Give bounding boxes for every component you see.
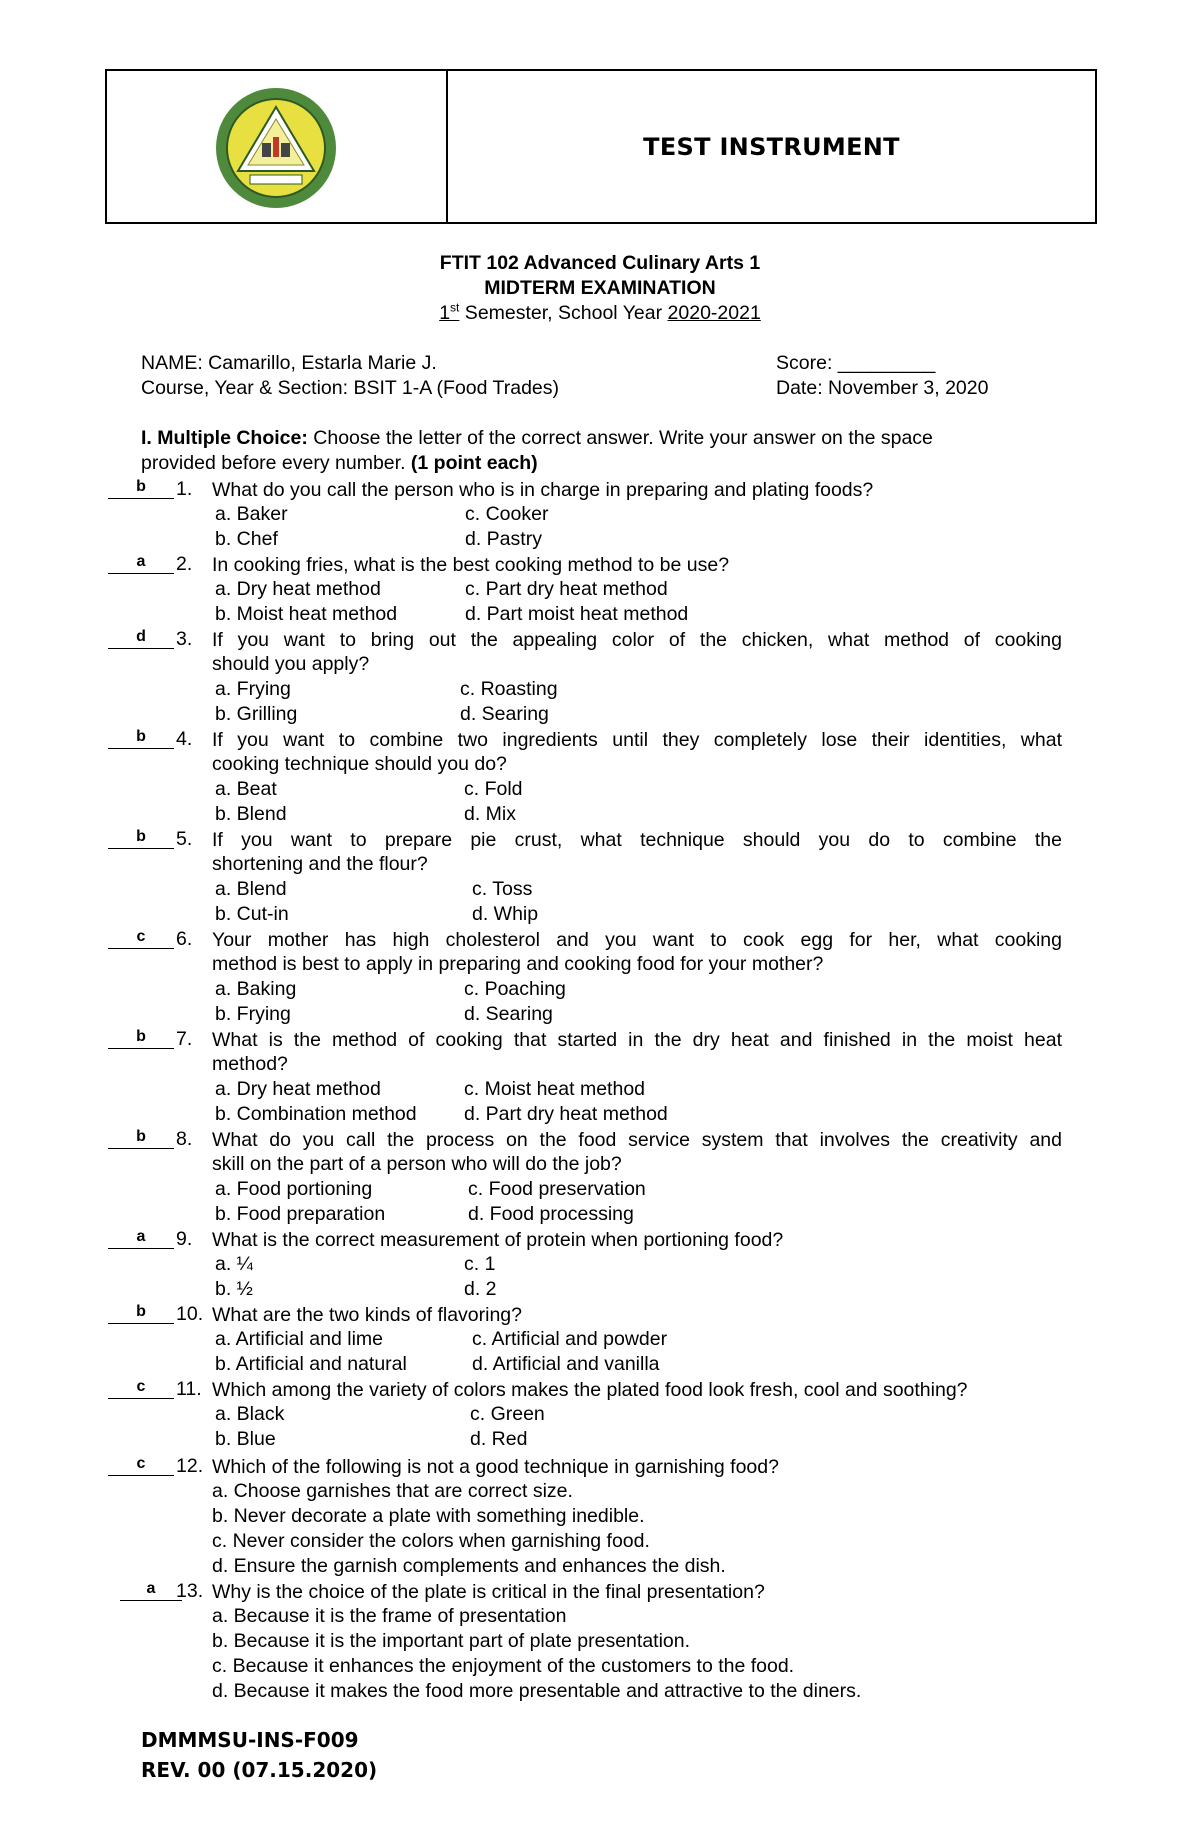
question-text: What do you call the process on the food service system that involves the creativity and [212, 1129, 1062, 1151]
exam-type: MIDTERM EXAMINATION [484, 277, 716, 299]
semester-line [0, 302, 1200, 325]
course-title: FTIT 102 Advanced Culinary Arts 1 [439, 252, 761, 274]
answer-blank[interactable]: a [108, 1228, 174, 1249]
option-b: b. Never decorate a plate with something inedible. [212, 1505, 645, 1527]
semester-text: Semester, School Year [459, 302, 668, 324]
option-d: d. Part moist heat method [465, 603, 689, 625]
option-b: b. Chef [215, 528, 278, 550]
option-a: a. Food portioning [215, 1178, 373, 1200]
question-text: What is the correct measurement of protein when portioning food? [212, 1229, 784, 1251]
answer-blank[interactable]: b [108, 828, 174, 849]
option-c: c. Poaching [464, 978, 566, 1000]
question-number: 10. [176, 1303, 204, 1325]
question-number: 5. [176, 828, 193, 850]
option-a: a. Because it is the frame of presentation [212, 1605, 567, 1627]
question-text: Which of the following is not a good technique in garnishing food? [212, 1456, 779, 1478]
question-text: If you want to combine two ingredients until they completely lose their identities, what [212, 729, 1062, 751]
option-c: c. Because it enhances the enjoyment of the customers to the food. [212, 1655, 795, 1677]
option-c: c. Green [470, 1403, 545, 1425]
question-number: 7. [176, 1028, 193, 1050]
option-b: b. Blue [215, 1428, 276, 1450]
option-d: d. Ensure the garnish complements and enhances the dish. [212, 1555, 726, 1577]
question-number: 1. [176, 478, 193, 500]
revision-note: REV. 00 (07.15.2020) [141, 1758, 378, 1782]
question-number: 3. [176, 628, 193, 650]
question-text: Which among the variety of colors makes the plated food look fresh, cool and soothing? [212, 1379, 968, 1401]
option-a: a. Blend [215, 878, 287, 900]
option-d: d. Part dry heat method [464, 1103, 668, 1125]
option-d: d. Searing [460, 703, 549, 725]
question-text: What is the method of cooking that started in the dry heat and finished in the moist heat [212, 1029, 1062, 1051]
question-text: In cooking fries, what is the best cooking method to be use? [212, 554, 730, 576]
answer-blank[interactable]: b [108, 1303, 174, 1324]
option-b: b. Moist heat method [215, 603, 398, 625]
option-b: b. Artificial and natural [215, 1353, 407, 1375]
option-b: b. ½ [215, 1278, 253, 1300]
option-d: d. Food processing [468, 1203, 634, 1225]
instructions-line-2: provided before every number. (1 point each) [141, 452, 538, 474]
option-c: c. 1 [464, 1253, 496, 1275]
question-number: 12. [176, 1455, 204, 1477]
question-text: If you want to prepare pie crust, what technique should you do to combine the [212, 829, 1062, 851]
option-a: a. Baking [215, 978, 297, 1000]
option-b: b. Food preparation [215, 1203, 386, 1225]
header-box [105, 69, 1097, 224]
form-code: DMMMSU-INS-F009 [141, 1728, 359, 1752]
question-text-continued: method is best to apply in preparing and cooking food for your mother? [212, 953, 824, 975]
student-name: NAME: Camarillo, Estarla Marie J. [141, 352, 437, 374]
option-d: d. Red [470, 1428, 528, 1450]
option-d: d. Because it makes the food more presentable and attractive to the diners. [212, 1680, 862, 1702]
option-d: d. Pastry [465, 528, 542, 550]
option-d: d. 2 [464, 1278, 497, 1300]
option-a: a. Frying [215, 678, 291, 700]
option-b: b. Because it is the important part of plate presentation. [212, 1630, 691, 1652]
option-d: d. Mix [464, 803, 517, 825]
question-text: What do you call the person who is in charge in preparing and plating foods? [212, 479, 874, 501]
question-text-continued: shortening and the flour? [212, 853, 428, 875]
option-a: a. Beat [215, 778, 277, 800]
option-c: c. Food preservation [468, 1178, 646, 1200]
answer-blank[interactable]: c [108, 928, 174, 949]
option-d: d. Whip [472, 903, 539, 925]
option-c: c. Cooker [465, 503, 549, 525]
question-number: 8. [176, 1128, 193, 1150]
option-a: a. Dry heat method [215, 578, 381, 600]
option-c: c. Part dry heat method [465, 578, 668, 600]
option-b: b. Cut-in [215, 903, 289, 925]
question-number: 11. [176, 1378, 202, 1400]
option-c: c. Moist heat method [464, 1078, 646, 1100]
option-c: c. Roasting [460, 678, 558, 700]
answer-blank[interactable]: a [108, 553, 174, 574]
university-seal-logo [210, 87, 342, 209]
question-number: 2. [176, 553, 193, 575]
option-a: a. Dry heat method [215, 1078, 381, 1100]
option-a: a. Choose garnishes that are correct size. [212, 1480, 573, 1502]
question-text-continued: should you apply? [212, 653, 370, 675]
school-year: 2020-2021 [667, 302, 761, 324]
question-text-continued: method? [212, 1053, 288, 1075]
question-text: Why is the choice of the plate is critical in the final presentation? [212, 1581, 765, 1603]
logo-cell [107, 71, 448, 222]
option-b: b. Frying [215, 1003, 291, 1025]
option-c: c. Toss [472, 878, 533, 900]
answer-blank[interactable]: d [108, 628, 174, 649]
question-number: 9. [176, 1228, 193, 1250]
question-text: What are the two kinds of flavoring? [212, 1304, 522, 1326]
answer-blank[interactable]: b [108, 728, 174, 749]
option-b: b. Grilling [215, 703, 298, 725]
option-d: d. Artificial and vanilla [472, 1353, 660, 1375]
option-b: b. Blend [215, 803, 287, 825]
question-text-continued: skill on the part of a person who will do the job? [212, 1153, 622, 1175]
question-number: 4. [176, 728, 193, 750]
option-a: a. ¼ [215, 1253, 253, 1275]
question-number: 6. [176, 928, 193, 950]
answer-blank[interactable]: b [108, 1028, 174, 1049]
question-text-continued: cooking technique should you do? [212, 753, 507, 775]
section-heading: I. Multiple Choice: [141, 427, 308, 449]
question-text: If you want to bring out the appealing color of the chicken, what method of cooking [212, 629, 1062, 651]
course-year-section: Course, Year & Section: BSIT 1-A (Food Trades) [141, 377, 560, 399]
title-cell [448, 71, 1095, 222]
option-c: c. Never consider the colors when garnishing food. [212, 1530, 650, 1552]
score-field: Score: _________ [776, 352, 936, 374]
answer-blank[interactable]: c [108, 1455, 174, 1476]
exam-date: Date: November 3, 2020 [776, 377, 989, 399]
option-b: b. Combination method [215, 1103, 417, 1125]
answer-blank[interactable]: b [108, 1128, 174, 1149]
answer-blank[interactable]: b [108, 478, 174, 499]
option-c: c. Artificial and powder [472, 1328, 668, 1350]
instructions-line-1: I. Multiple Choice: Choose the letter of the correct answer. Write your answer on the space [141, 427, 933, 449]
document-title: TEST INSTRUMENT [643, 132, 900, 161]
semester-number: 1st [439, 300, 460, 324]
question-number: 13. [176, 1580, 204, 1602]
question-text: Your mother has high cholesterol and you want to cook egg for her, what cooking [212, 929, 1062, 951]
option-a: a. Artificial and lime [215, 1328, 383, 1350]
answer-blank[interactable]: c [108, 1378, 174, 1399]
points-note: (1 point each) [410, 452, 538, 474]
option-d: d. Searing [464, 1003, 553, 1025]
answer-blank[interactable]: a [120, 1580, 182, 1601]
option-a: a. Black [215, 1403, 285, 1425]
option-c: c. Fold [464, 778, 523, 800]
option-a: a. Baker [215, 503, 288, 525]
